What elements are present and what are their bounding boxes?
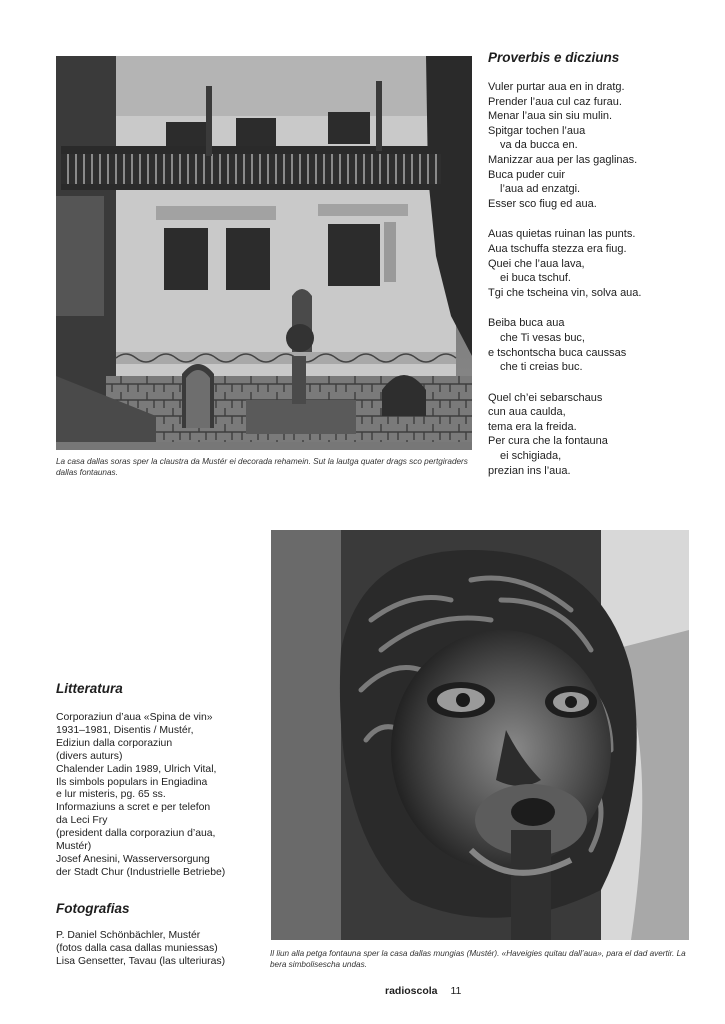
proverb-stanza — [488, 80, 713, 211]
proverb-line: ei buca tschuf. — [500, 272, 571, 285]
lion-fountain-graphic — [271, 530, 689, 940]
proverb-line: tema era la freida. — [488, 420, 577, 433]
proverb-line: Quei che l’aua lava, — [488, 257, 585, 270]
photo-credits-heading: Fotografias — [56, 901, 130, 916]
photo-credit-line: P. Daniel Schönbächler, Mustér — [56, 930, 201, 941]
publication-name: radioscola — [385, 985, 438, 997]
house-photo-caption: La casa dallas soras sper la claustra da Mustér ei decorada rehamein. Sut la lautga quater drags sco pertgiraders dallas fontaunas. — [56, 457, 468, 477]
literature-line: e lur misteris, pg. 65 ss. — [56, 789, 166, 801]
literature-line: Josef Anesini, Wasserversorgung — [56, 853, 210, 865]
literature-line: der Stadt Chur (Industrielle Betriebe) — [56, 866, 226, 878]
proverb-line: Prender l’aua cul caz furau. — [488, 95, 622, 108]
proverb-line: Manizzar aua per las gaglinas. — [488, 153, 638, 166]
literature-line: Ils simbols populars in Engiadina — [56, 776, 208, 788]
literature-line: Ediziun dalla corporaziun — [56, 737, 173, 749]
proverbs-list — [488, 80, 713, 494]
proverb-line: Auas quietas ruinan las punts. — [488, 228, 636, 241]
proverb-line: Per cura che la fontauna — [488, 435, 608, 448]
proverb-stanza — [488, 227, 713, 300]
literature-list — [56, 712, 261, 880]
literature-line: Chalender Ladin 1989, Ulrich Vital, — [56, 763, 217, 775]
literature-line: (president dalla corporaziun d’aua, — [56, 828, 216, 840]
proverb-line: che ti creias buc. — [500, 361, 583, 374]
house-photo-graphic — [56, 56, 472, 450]
literature-line: 1931–1981, Disentis / Mustér, — [56, 724, 194, 736]
literature-line: (divers auturs) — [56, 750, 123, 762]
literature-line: Mustér) — [56, 841, 92, 853]
proverb-line: Tgi che tscheina vin, solva aua. — [488, 286, 642, 299]
proverb-stanza — [488, 391, 713, 479]
lion-photo-caption: Il liun alla petga fontauna sper la casa dallas mungias (Mustér). «Haveigies quitau dall’aua», para el dad avertir. La bera simbolisescha undas. — [270, 949, 686, 969]
proverb-line: e tschontscha buca caussas — [488, 346, 627, 359]
literature-line: Corporaziun d’aua «Spina de vin» — [56, 712, 213, 723]
proverb-line: Menar l’aua sin siu mulin. — [488, 110, 613, 123]
proverb-line: l’aua ad enzatgi. — [500, 183, 581, 196]
page-footer — [385, 985, 461, 997]
lion-fountain-photo — [271, 530, 689, 940]
proverb-line: Aua tschuffa stezza era fiug. — [488, 242, 627, 255]
literature-heading: Litteratura — [56, 681, 123, 696]
literature-line: da Leci Fry — [56, 815, 108, 827]
photo-credit-line: Lisa Gensetter, Tavau (las ulteriuras) — [56, 955, 226, 967]
proverb-line: Quel ch’ei sebarschaus — [488, 391, 603, 404]
page-number: 11 — [450, 985, 462, 997]
proverb-line: Spitgar tochen l’aua — [488, 124, 586, 137]
proverb-stanza — [488, 316, 713, 374]
proverb-line: ei schigiada, — [500, 450, 562, 463]
proverb-line: Buca puder cuir — [488, 168, 566, 181]
photo-credit-line: (fotos dalla casa dallas muniessas) — [56, 942, 218, 954]
proverb-line: Vuler purtar aua en in dratg. — [488, 81, 625, 93]
proverb-line: cun aua caulda, — [488, 406, 566, 419]
proverbs-heading: Proverbis e dicziuns — [488, 50, 620, 65]
proverb-line: che Ti vesas buc, — [500, 331, 585, 344]
proverb-line: Esser sco fiug ed aua. — [488, 197, 597, 210]
proverb-line: Beiba buca aua — [488, 317, 565, 330]
literature-line: Informaziuns a scret e per telefon — [56, 802, 211, 814]
photo-credits-list — [56, 930, 261, 969]
house-photo — [56, 56, 472, 450]
proverb-line: prezian ins l’aua. — [488, 464, 571, 477]
proverb-line: va da bucca en. — [500, 139, 578, 152]
